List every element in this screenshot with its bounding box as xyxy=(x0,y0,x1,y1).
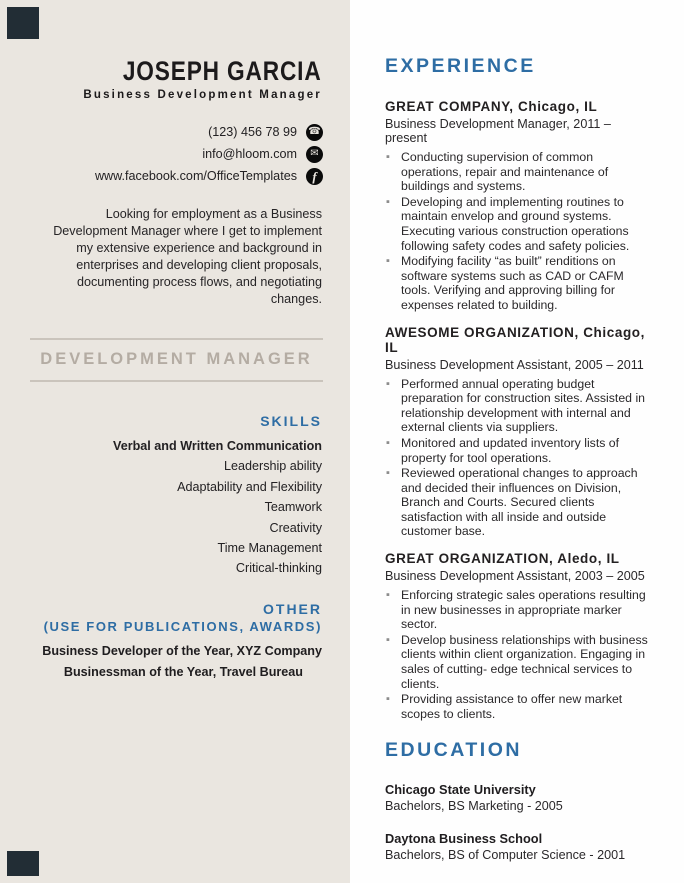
skill-item: Teamwork xyxy=(264,500,322,515)
skill-item: Adaptability and Flexibility xyxy=(177,479,322,494)
job-role-dates: Business Development Assistant, 2003 – 2005 xyxy=(385,569,645,584)
award-item: Business Developer of the Year, XYZ Company xyxy=(42,643,322,658)
job-company: AWESOME ORGANIZATION, Chicago, IL xyxy=(385,324,646,355)
skills-heading: SKILLS xyxy=(260,413,322,429)
phone-icon: ☎ xyxy=(306,124,323,141)
role-band-title: DEVELOPMENT MANAGER xyxy=(40,350,313,368)
summary-paragraph: Looking for employment as a Business Development Manager where I get to implement my extensive experience and background in enterprises and developing client proposals, documenting process flows, and negotiating changes. xyxy=(53,207,322,306)
skill-item: Verbal and Written Communication xyxy=(113,439,322,453)
experience-jobs xyxy=(385,99,654,721)
contact-phone[interactable] xyxy=(0,121,350,143)
skills-list xyxy=(0,436,350,579)
skill-item: Critical-thinking xyxy=(235,561,322,576)
main-column xyxy=(350,0,684,883)
other-subheading: (USE FOR PUBLICATIONS, AWARDS) xyxy=(43,618,322,634)
job-bullet: ▪ Monitored and updated inventory lists of property for tool operations. xyxy=(385,436,654,465)
contact-email-text: info@hloom.com xyxy=(202,147,297,161)
job-company: GREAT ORGANIZATION, Aledo, IL xyxy=(385,551,620,567)
contact-facebook[interactable] xyxy=(0,165,350,187)
school-degree: Bachelors, BS Marketing - 2005 xyxy=(385,799,563,814)
award-item: Businessman of the Year, Travel Bureau xyxy=(63,665,303,680)
job-bullet: ▪ Developing and implementing routines to maintain envelop and ground systems. Executing various construction operations following safety codes and safety policies. xyxy=(385,195,654,253)
job-bullet: ▪ Develop business relationships with business clients within client organization. Engaging in sales of cutting- edge technical services to clients. xyxy=(385,633,654,691)
job-bullet: ▪ Reviewed operational changes to approach and decided their influences on Division, Branch and Courts. Secured clients satisfaction with all inside and outside customer base. xyxy=(385,466,654,539)
role-band xyxy=(30,338,323,382)
school-entry xyxy=(385,781,654,815)
other-heading: OTHER xyxy=(263,600,322,617)
contact-facebook-text: www.facebook.com/OfficeTemplates xyxy=(94,169,297,183)
contact-list xyxy=(0,121,350,187)
contact-phone-text: (123) 456 78 99 xyxy=(208,125,297,139)
job-bullet-list xyxy=(385,588,654,721)
education-schools xyxy=(385,781,654,864)
job-role-dates: Business Development Manager, 2011 – present xyxy=(385,117,611,145)
job-company: GREAT COMPANY, Chicago, IL xyxy=(385,99,598,114)
name-block xyxy=(0,56,350,101)
job-entry xyxy=(385,551,654,721)
school-entry xyxy=(385,830,654,864)
corner-accent-top xyxy=(7,7,39,39)
job-bullet: ▪ Modifying facility “as built” renditions on software systems such as CAD or CAFM tools. Verifying and approving billing for expenses related to building. xyxy=(385,254,654,312)
skill-item: Leadership ability xyxy=(223,459,322,474)
awards-list xyxy=(0,641,350,684)
job-bullet-list xyxy=(385,150,654,313)
job-bullet: ▪ Performed annual operating budget preparation for construction sites. Assisted in relationship development with internal and external clients via suppliers. xyxy=(385,377,654,435)
skill-item: Creativity xyxy=(269,520,322,535)
person-name: JOSEPH GARCIA xyxy=(123,56,322,86)
other-section xyxy=(0,601,350,684)
job-bullet-list xyxy=(385,377,654,540)
contact-email[interactable] xyxy=(0,143,350,165)
corner-accent-bottom xyxy=(7,851,39,876)
job-bullet: ▪ Enforcing strategic sales operations resulting in new businesses in appropriate marker sector. xyxy=(385,588,654,632)
job-role-dates: Business Development Assistant, 2005 – 2011 xyxy=(385,357,644,372)
person-title: Business Development Manager xyxy=(83,89,322,101)
experience-heading: EXPERIENCE xyxy=(385,55,536,77)
job-bullet: ▪ Conducting supervision of common operations, repair and maintenance of buildings and systems. xyxy=(385,150,654,194)
job-bullet: ▪ Providing assistance to offer new market scopes to clients. xyxy=(385,692,654,721)
school-name: Daytona Business School xyxy=(385,831,543,847)
email-icon: ✉ xyxy=(306,146,323,163)
education-heading: EDUCATION xyxy=(385,739,522,762)
skill-item: Time Management xyxy=(217,541,322,556)
job-entry xyxy=(385,99,654,313)
school-degree: Bachelors, BS of Computer Science - 2001 xyxy=(385,848,626,863)
school-name: Chicago State University xyxy=(385,782,536,798)
job-entry xyxy=(385,325,654,540)
skills-section xyxy=(0,413,350,579)
facebook-icon: f xyxy=(306,168,323,185)
